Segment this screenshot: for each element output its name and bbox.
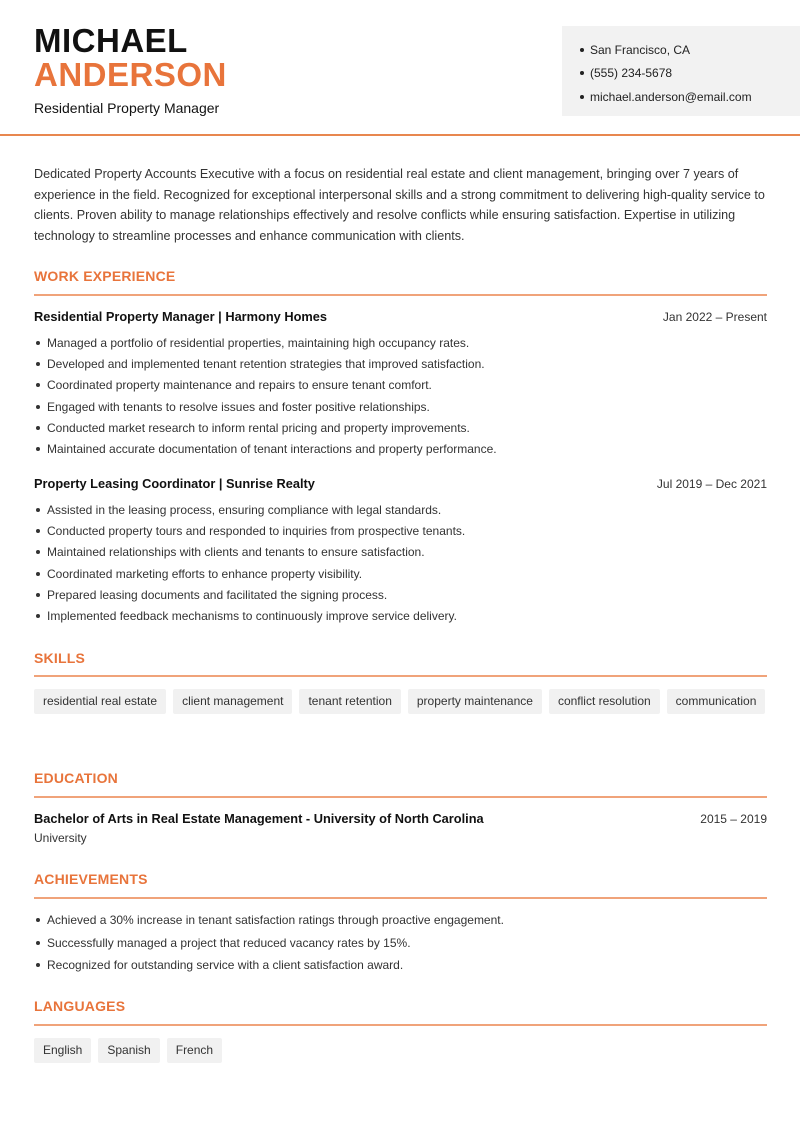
languages-list bbox=[34, 1038, 774, 1070]
skill-tag: residential real estate bbox=[34, 689, 166, 714]
skill-tag: property maintenance bbox=[408, 689, 542, 714]
job-title: Residential Property Manager bbox=[34, 100, 220, 116]
summary: Dedicated Property Accounts Executive with a focus on residential real estate and client management, bringing over 7 years of experience in the field. Recognized for exceptional interpersonal skills and a strong commitment to delivering high-quality service to clients. Proven ability to manage relationships effectively and resolve conflicts while ensuring satisfaction. Expertise in utilizing technology to streamline processes and enhance communication with clients. bbox=[34, 167, 765, 243]
list-item: Prepared leasing documents and facilitated the signing process. bbox=[34, 584, 767, 605]
education-institution-type: University bbox=[34, 831, 87, 845]
skills-list bbox=[34, 689, 774, 721]
bullet-icon bbox=[36, 341, 40, 345]
contact-phone: (555) 234-5678 bbox=[580, 62, 800, 86]
bullet-icon bbox=[36, 963, 40, 967]
skill-tag: client management bbox=[173, 689, 292, 714]
last-name: ANDERSON bbox=[34, 56, 227, 93]
contact-box bbox=[562, 26, 800, 116]
bullet-icon bbox=[36, 405, 40, 409]
section-divider bbox=[34, 675, 767, 677]
skill-tag: tenant retention bbox=[299, 689, 400, 714]
list-item: Successfully managed a project that reduced vacancy rates by 15%. bbox=[34, 932, 767, 955]
bullet-icon bbox=[580, 71, 584, 75]
section-title-achievements: ACHIEVEMENTS bbox=[34, 871, 148, 887]
bullet-icon bbox=[36, 362, 40, 366]
skill-tag: communication bbox=[667, 689, 766, 714]
section-title-languages: LANGUAGES bbox=[34, 998, 126, 1014]
bullet-icon bbox=[580, 95, 584, 99]
language-tag: French bbox=[167, 1038, 222, 1063]
bullet-icon bbox=[580, 48, 584, 52]
bullet-icon bbox=[36, 572, 40, 576]
list-item: Conducted property tours and responded to inquiries from prospective tenants. bbox=[34, 520, 767, 541]
job-bullets bbox=[34, 332, 767, 460]
list-item: Coordinated marketing efforts to enhance property visibility. bbox=[34, 563, 767, 584]
skill-tag: conflict resolution bbox=[549, 689, 660, 714]
list-item: Engaged with tenants to resolve issues and foster positive relationships. bbox=[34, 396, 767, 417]
bullet-icon bbox=[36, 593, 40, 597]
job-role: Property Leasing Coordinator | Sunrise Realty bbox=[34, 476, 315, 491]
list-item: Assisted in the leasing process, ensuring compliance with legal standards. bbox=[34, 499, 767, 520]
list-item: Maintained accurate documentation of tenant interactions and property performance. bbox=[34, 438, 767, 459]
first-name: MICHAEL bbox=[34, 22, 188, 59]
section-divider bbox=[34, 897, 767, 899]
job-dates: Jan 2022 – Present bbox=[662, 310, 767, 324]
bullet-icon bbox=[36, 918, 40, 922]
education-entry-header bbox=[34, 811, 767, 826]
education-degree: Bachelor of Arts in Real Estate Management - University of North Carolina bbox=[34, 811, 484, 826]
list-item: Coordinated property maintenance and repairs to ensure tenant comfort. bbox=[34, 375, 767, 396]
bullet-icon bbox=[36, 529, 40, 533]
bullet-icon bbox=[36, 614, 40, 618]
contact-location: San Francisco, CA bbox=[580, 38, 800, 62]
list-item: Implemented feedback mechanisms to continuously improve service delivery. bbox=[34, 605, 767, 626]
list-item: Achieved a 30% increase in tenant satisfaction ratings through proactive engagement. bbox=[34, 909, 767, 932]
language-tag: English bbox=[34, 1038, 91, 1063]
language-tag: Spanish bbox=[98, 1038, 159, 1063]
contact-email: michael.anderson@email.com bbox=[580, 85, 800, 109]
list-item: Developed and implemented tenant retention strategies that improved satisfaction. bbox=[34, 353, 767, 374]
achievements-list bbox=[34, 909, 767, 977]
section-title-work: WORK EXPERIENCE bbox=[34, 268, 176, 284]
education-dates: 2015 – 2019 bbox=[700, 812, 767, 826]
job-entry-header bbox=[34, 309, 767, 324]
list-item: Maintained relationships with clients and tenants to ensure satisfaction. bbox=[34, 542, 767, 563]
list-item: Conducted market research to inform rental pricing and property improvements. bbox=[34, 417, 767, 438]
section-divider bbox=[34, 1024, 767, 1026]
job-dates: Jul 2019 – Dec 2021 bbox=[656, 477, 767, 491]
list-item: Recognized for outstanding service with a client satisfaction award. bbox=[34, 954, 767, 977]
section-divider bbox=[34, 796, 767, 798]
section-title-skills: SKILLS bbox=[34, 650, 85, 666]
section-title-education: EDUCATION bbox=[34, 770, 118, 786]
section-divider bbox=[34, 294, 767, 296]
job-entry-header bbox=[34, 476, 767, 491]
list-item: Managed a portfolio of residential properties, maintaining high occupancy rates. bbox=[34, 332, 767, 353]
resume-header bbox=[0, 0, 800, 136]
job-bullets bbox=[34, 499, 767, 627]
bullet-icon bbox=[36, 941, 40, 945]
bullet-icon bbox=[36, 508, 40, 512]
bullet-icon bbox=[36, 447, 40, 451]
bullet-icon bbox=[36, 550, 40, 554]
bullet-icon bbox=[36, 383, 40, 387]
bullet-icon bbox=[36, 426, 40, 430]
job-role: Residential Property Manager | Harmony Homes bbox=[34, 309, 328, 324]
